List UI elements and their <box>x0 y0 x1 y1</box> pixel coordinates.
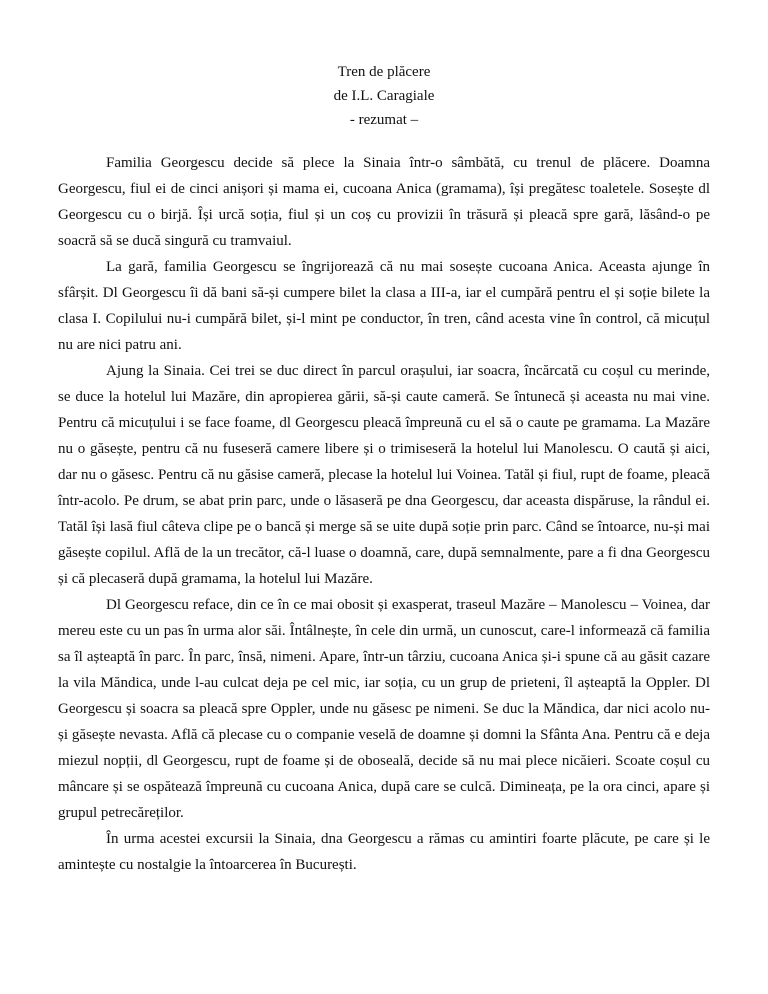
paragraph: Ajung la Sinaia. Cei trei se duc direct în parcul orașului, iar soacra, încărcată cu coșul cu merinde, se duce la hotelul lui Mazăre, din apropierea gării, să-și caute cameră. Se întunecă și aceasta nu mai vine. Pentru că micuțului i se face foame, dl Georgescu pleacă împreună cu el să o caute pe gramama. La Mazăre nu o găsește, pentru că nu fuseseră camere libere și o trimiseseră la hotelul lui Manolescu. O caută și aici, dar nu o găsesc. Pentru că nu găsise cameră, plecase la hotelul lui Voinea. Tatăl și fiul, rupt de foame, pleacă într-acolo. Pe drum, se abat prin parc, unde o lăsaseră pe dna Georgescu, dar aceasta dispăruse, la rândul ei. Tatăl își lasă fiul câteva clipe pe o bancă și merge să se uite după soție prin parc. Când se întoarce, nu-și mai găsește copilul. Află de la un trecător, că-l luase o doamnă, care, după semnalmente, pare a fi dna Georgescu și că plecaseră după gramama, la hotelul lui Mazăre. <box>58 363 710 587</box>
paragraph: Dl Georgescu reface, din ce în ce mai obosit și exasperat, traseul Mazăre – Manolescu – Voinea, dar mereu este cu un pas în urma alor săi. Întâlnește, în cele din urmă, un cunoscut, care-l informează că familia sa îl așteaptă în parc. În parc, însă, nimeni. Apare, într-un târziu, cucoana Anica și-i spune că au găsit cazare la vila Măndica, unde l-au culcat deja pe cel mic, iar soția, cu un grup de prieteni, îl așteaptă la Oppler. Dl Georgescu și soacra sa pleacă spre Oppler, unde nu găsesc pe nimeni. Se duc la Măndica, dar nici acolo nu-și găsește nevasta. Află că plecase cu o companie veselă de doamne și domni la Sfânta Ana. Pentru că e deja miezul nopții, dl Georgescu, rupt de foame și de oboseală, decide să nu mai plece nicăieri. Scoate coșul cu mâncare și se ospătează împreună cu cucoana Anica, după care se culcă. Dimineața, pe la ora cinci, apare și grupul petrecăreților. <box>58 597 710 821</box>
paragraph: La gară, familia Georgescu se îngrijorează că nu mai sosește cucoana Anica. Aceasta ajunge în sfârșit. Dl Georgescu îi dă bani să-și cumpere bilet la clasa a III-a, iar el cumpără pentru el și soție bilete la clasa I. Copilului nu-i cumpără bilet, și-l mint pe conductor, în tren, când acesta vine în control, că micuțul nu are nici patru ani. <box>58 259 710 353</box>
paragraph: În urma acestei excursii la Sinaia, dna Georgescu a rămas cu amintiri foarte plăcute, pe care și le amintește cu nostalgie la întoarcerea în București. <box>58 831 710 873</box>
document-header <box>0 60 768 132</box>
document-subtitle: - rezumat – <box>349 112 419 128</box>
document-title: Tren de plăcere <box>337 64 431 80</box>
paragraph: Familia Georgescu decide să plece la Sinaia într-o sâmbătă, cu trenul de plăcere. Doamna Georgescu, fiul ei de cinci anișori și mama ei, cucoana Anica (gramama), își pregătesc toaletele. Sosește dl Georgescu cu o birjă. Își urcă soția, fiul și un coș cu provizii în trăsură și pleacă spre gară, lăsând-o pe soacră să se ducă singură cu tramvaiul. <box>58 155 710 249</box>
document-body <box>58 150 710 878</box>
document-author: de I.L. Caragiale <box>333 88 435 104</box>
